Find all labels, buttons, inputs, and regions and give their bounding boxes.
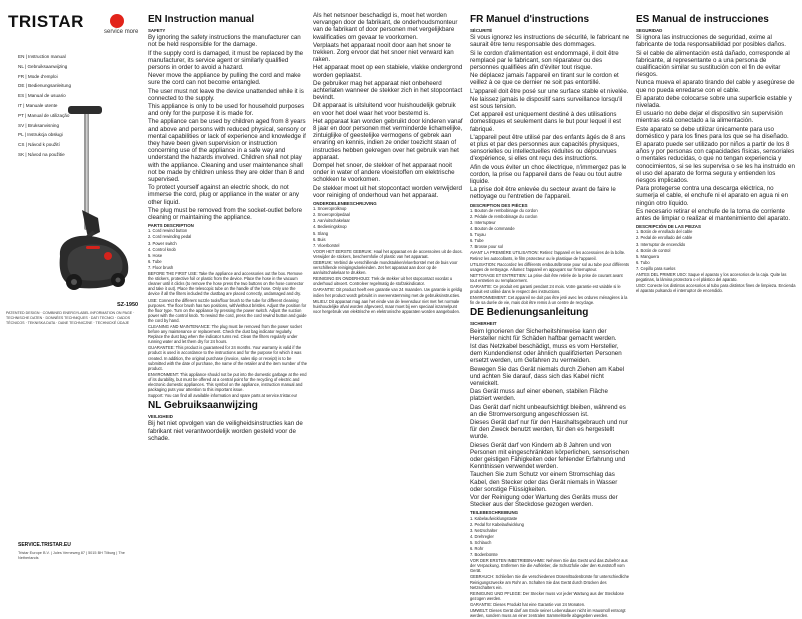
language-item[interactable]: IT | Manuale utente [18,102,58,108]
safety-paragraph: Si ignora las instrucciones de seguridad, exime al fabricante de toda responsabilidad por posibles daños. [636,34,786,49]
parts-item: 1. Cord rewind button [148,228,188,234]
section-title-es [636,14,796,25]
safety-paragraph: Ne laissez jamais le dispositif sans surveillance lorsqu'il est sous tension. [470,95,623,111]
section-code: DE [470,307,484,319]
language-item[interactable]: SK | Návod na použitie [18,151,65,157]
body-paragraph: REINIGUNG UND PFLEGE: Der Stecker muss vor jeder Wartung aus der Steckdose gezogen werden. [470,590,624,601]
safety-paragraph: El usuario no debe dejar el dispositivo sin supervisión mientras está conectado a la alimentación. [636,110,783,125]
safety-paragraph: The appliance can be used by children aged from 8 years and above and persons with reduced physical, sensory or mental capabilities or lack of experience and knowledge if they have been given supervision or instruction concerning use of the appliance in a safe way and understand the hazards involved. Children shall not play with the appliance. Cleaning and user maintenance shall not be made by children unless they are older than 8 and supervised. [148,118,306,184]
safety-paragraph: L'appareil doit être posé sur une surface stable et nivelée. [470,87,629,95]
body-paragraph: UTILISATION: Raccordez les différents embouts/brosse pour sol au tube pour différents usages de nettoyage. Allumez l'appareil en appuyant sur l'interrupteur. [470,261,630,272]
section-heading: Gebruiksaanwijzing [163,400,258,412]
body-paragraph: VOOR HET EERSTE GEBRUIK: Haal het apparaat en de accessoires uit de doos. Verwijder de stickers, beschermfolie of plastic van het apparaat. [313,248,463,259]
subsection-heading: SAFETY [148,28,166,33]
parts-item: 4. Bouton de commande [470,226,515,232]
safety-paragraph: Dieses Gerät darf nur für den Haushaltsgebrauch und nur für den Zweck benutzt werden, für den es hergestellt wurde. [470,419,628,441]
parts-item: 2. Pédale de rembobinage du cordon [470,213,538,219]
body-paragraph: GARANTIE: Ce produit est garanti pendant 24 mois. Votre garantie est valable si le produit est utilisé dans le respect des instructions. [470,283,621,295]
safety-paragraph: Das Gerät muss auf einer ebenen, stabilen Fläche platziert werden. [470,388,608,403]
parts-item: 4. Drehregler [470,533,494,539]
safety-paragraph: Vor der Reinigung oder Wartung des Geräts muss der Stecker aus der Steckdose gezogen werden. [470,494,618,509]
safety-paragraph: Si vous ignorez les instructions de sécurité, le fabricant ne saurait être tenu responsable des dommages. [470,34,630,49]
body-paragraph: MILIEU: Dit apparaat mag aan het einde van de levensduur niet met het normale huishoudelijke afval worden afgevoerd, maar moet bij een speciaal inzamelpunt voor hergebruik van elektrische en elektronische apparaten worden aangeboden. [313,298,461,314]
parts-item: 3. Interruptor de encendido [636,241,686,247]
column-fr-de [470,12,630,619]
safety-paragraph: Das Gerät darf nicht unbeaufsichtigt bleiben, während es an die Stromversorgung angeschlossen ist. [470,403,626,418]
parts-item: 3. Netzschalter [470,527,498,533]
safety-paragraph: Beim Ignorieren der Sicherheitshinweise kann der Hersteller nicht für Schäden haftbar gemacht werden. [470,327,617,342]
company-address: Tristar Europe B.V. | Jules Verneweg 87 | 5015 BH Tilburg | The Netherlands [18,551,125,560]
parts-item: 3. Interrupteur [470,219,496,225]
parts-item: 6. Tubo [636,259,650,265]
safety-paragraph: Ist das Netzkabel beschädigt, muss es vom Hersteller, dem Kundendienst oder ähnlich qualifizierten Personen ersetzt werden, um Gefahren zu vermeiden. [470,342,622,365]
subsection-heading: SÉCURITÉ [470,28,493,33]
subsection-heading: SEGURIDAD [636,28,663,33]
subsection-heading: SICHERHEIT [470,321,497,327]
safety-paragraph: El aparato puede ser utilizado por niños a partir de los 8 años y por personas con capacidades físicas, sensoriales o mentales reducidas, o que no tengan experiencia y conocimientos, si se les supervisa o se les ha instruido en el uso del aparato de forma segura y entienden los riesgos implicados. [636,141,795,185]
safety-paragraph: The user must not leave the device unattended while it is connected to the supply. [148,87,304,102]
parts-item: 7. Bodenbürste [470,552,498,558]
vacuum-cleaner-illustration [40,106,136,296]
section-title-nl [148,400,308,411]
subsection-heading: DESCRIPCIÓN DE LAS PIEZAS [636,224,701,230]
safety-paragraph: Never move the appliance by pulling the cord and make sure the cord can not become entangled. [148,72,301,87]
brand-logo [8,12,146,35]
parts-item: 3. Power switch [148,240,177,246]
safety-paragraph: L'appareil peut être utilisé par des enfants âgés de 8 ans et plus et par des personnes aux capacités physiques, sensorielles ou intellectuelles réduites ou dépourvues d'expérience, si elles ont reçu des instructions. [470,133,626,163]
language-item[interactable]: PT | Manual de utilização [18,112,70,118]
parts-item: 5. Schlauch [470,539,492,545]
parts-item: 7. Brosse pour sol [470,244,503,250]
section-title-en [148,14,308,25]
safety-paragraph: Nunca mueva el aparato tirando del cable y asegúrese de que no pueda enredarse con el cable. [636,79,795,94]
body-paragraph: ANTES DEL PRIMER USO: Saque el aparato y los accesorios de la caja. Quite las pegatinas, la lámina protectora o el plástico del aparato. [636,272,787,283]
subsection-heading: PARTS DESCRIPTION [148,223,194,229]
parts-item: 1. Bouton de rembobinage du cordon [470,207,538,213]
parts-item: 4. Botón de control [636,247,671,253]
brand-name: TRISTAR [8,12,84,31]
body-paragraph: Support: You can find all available information and spare parts at service.tristar.eu! [148,393,298,399]
parts-item: 6. Tube [148,258,162,264]
body-paragraph: USO: Conecte los distintos accesorios al tubo para distintos fines de limpieza. Encienda el aparato pulsando el interruptor de encendido. [636,283,796,294]
safety-paragraph: Het apparaat moet op een stabiele, vlakke ondergrond worden geplaatst. [313,64,463,79]
safety-paragraph: De stekker moet uit het stopcontact worden verwijderd voor reiniging of onderhoud van het apparaat. [313,184,462,199]
safety-paragraph: Si le cordon d'alimentation est endommagé, il doit être remplacé par le fabricant, son réparateur ou des personnes qualifiées afin d'éviter tout risque. [470,49,619,72]
body-paragraph: GEBRUIK: Verbind de verschillende mondstukken/vloerborstel met de buis voor verschillende reinigingsdoeleinden. Zet het apparaat aan door op de aan/uitschakelaar te drukken. [313,260,458,276]
service-website-link[interactable]: SERVICE.TRISTAR.EU [18,542,71,548]
safety-paragraph: To protect yourself against an electric shock, do not immerse the cord, plug or appliance in the water or any other liquid. [148,184,299,206]
parts-item: 6. Buis [313,236,326,242]
language-item[interactable]: EN | Instruction manual [18,54,66,59]
service-sub-label: more [124,29,139,35]
safety-paragraph: El aparato debe colocarse sobre una superficie estable y nivelada. [636,94,792,110]
language-item[interactable]: FR | Mode d'emploi [18,73,58,79]
parts-item: 7. Cepillo para suelos [636,265,676,271]
parts-item: 7. Vloerborstel [313,242,340,248]
section-title-fr [470,14,630,25]
safety-paragraph: Afin de vous éviter un choc électrique, n'immergez pas le cordon, la prise ou l'appareil dans de l'eau ou tout autre liquide. [470,163,627,186]
parts-item: 4. Bedieningsknop [313,224,347,230]
safety-paragraph: Verplaats het apparaat nooit door aan het snoer te trekken. Zorg ervoor dat het snoer niet verward kan raken. [313,41,454,64]
column-es [636,12,796,294]
safety-paragraph: Es necesario retirar el enchufe de la toma de corriente antes de limpiar o realizar el mantenimiento del aparato. [636,207,791,223]
body-paragraph: BEFORE THE FIRST USE: Take the appliance and accessories out the box. Remove the stickers, protective foil or plastic from the device. Place the hose in the vacuum cleaner until it clicks (to remove the hose press the two buttons on the hose connector and take it out). Place the telescopic tube on the handle of the hose. Only use the device if all the filters included the dustbag are placed correctly, undamaged and dry. [148,271,304,297]
safety-paragraph: Dieses Gerät darf von Kindern ab 8 Jahren und von Personen mit eingeschränkten körperlichen, sensorischen oder geistigen Fähigkeiten oder fehlender Erfahrung und Kenntnissen verwendet werden. [470,441,629,471]
body-paragraph: ENVIRONNEMENT: Cet appareil ne doit pas être jeté avec les ordures ménagères à la fin de sa durée de vie, mais doit être remis à un centre de recyclage. [470,295,628,306]
service-label: service [104,29,124,35]
parts-item: 1. Botón de enrollado del cable [636,229,693,235]
safety-paragraph: Bewegen Sie das Gerät niemals durch Ziehen am Kabel und achten Sie darauf, dass sich das Kabel nicht verwickelt. [470,365,625,387]
parts-item: 5. Tuyau [470,232,486,238]
section-heading: Manual de instrucciones [652,14,769,25]
safety-paragraph: De gebruiker mag het apparaat niet onbeheerd achterlaten wanneer de stekker zich in het stopcontact bevindt. [313,79,463,102]
body-paragraph: ENVIRONMENT: This appliance should not be put into the domestic garbage at the end of its durability, but must be offered at a central point for the recycling of electric and electronic domestic appliances. This symbol on the appliance, instruction manual and packaging puts your attention to this important issue. [148,371,307,393]
body-paragraph: GARANTIE: Dieses Produkt hat eine Garantie von 24 Monaten. [470,601,586,607]
safety-paragraph: Cet appareil est uniquement destiné à des utilisations domestiques et seulement dans le but pour lequel il est fabriqué. [470,111,621,133]
language-item[interactable]: CS | Návod k použití [18,142,60,148]
parts-item: 2. Pedal für Kabelaufwicklung [470,521,524,527]
service-logo [104,14,148,42]
section-heading: Manuel d'instructions [486,14,590,25]
body-paragraph: GEBRAUCH: Schließen Sie die verschiedenen Düsen/Bodenbürste für unterschiedliche Reinigungszwecke am Rohr an. Schalten Sie das Gerät durch Drücken des Netzschalters ein. [470,574,630,590]
subsection-heading: DESCRIPTION DES PIÈCES [470,202,528,208]
parts-item: 5. Slang [313,230,329,236]
column-en [148,12,308,443]
safety-paragraph: Este aparato se debe utilizar únicamente para uso doméstico y para los fines para los que se ha diseñado. [636,125,789,140]
safety-paragraph: Als het netsnoer beschadigd is, moet het worden vervangen door de fabrikant, de onderhoudsmonteur van de fabrikant of door personen met vergelijkbare kwalificaties om gevaar te voorkomen. [313,12,458,41]
parts-item: 5. Hose [148,252,163,258]
safety-paragraph: The plug must be removed from the socket-outlet before cleaning or maintaining the appliance. [148,206,303,222]
parts-item: 2. Snoeroprolpedaal [313,212,350,218]
body-paragraph: GUARANTEE: This product is guaranteed for 24 months. Your warranty is valid if the product is used in accordance to the instructions and for the purpose for which it was created. In addition, the original purchase (invoice, sales slip or receipt) is to be submitted with the date of purchase, the name of the retailer and the item number of the product. [148,345,308,371]
safety-paragraph: Het apparaat kan worden gebruikt door kinderen vanaf 8 jaar en door personen met verminderde lichamelijke, zintuiglijke of geestelijke vermogens of gebrek aan ervaring en kennis, indien ze onder toezicht staan of instructies hebben gekregen over het gebruik van het apparaat. [313,117,463,161]
body-paragraph: CLEANING AND MAINTENANCE: The plug must be removed from the power socket before any maintenance or replacement. Check the dust bag indicator regularly. Replace the dust bag when the indicator turns red. Clean the filters regularly under running water and let them dry for 24 hours. [148,323,302,345]
section-code: NL [148,400,162,412]
column-nl [313,12,463,315]
parts-item: 4. Control knob [148,246,176,252]
parts-item: 6. Tube [470,238,484,244]
language-item[interactable]: SV | Bruksanvisning [18,122,60,128]
safety-paragraph: This appliance is only to be used for household purposes and only for the purpose it is made for. [148,103,305,118]
safety-paragraph: If the supply cord is damaged, it must be replaced by the manufacturer, its service agent or similarly qualified persons in order to avoid a hazard. [148,49,304,72]
body-paragraph: NETTOYAGE ET ENTRETIEN: La prise doit être retirée de la prise de courant avant tout entretien ou remplacement. [470,272,623,283]
safety-paragraph: Tauchen Sie zum Schutz vor einem Stromschlag das Kabel, den Stecker oder das Gerät niemals in Wasser oder sonstige Flüssigkeiten. [470,471,618,493]
cover-panel [6,6,146,568]
section-code: ES [636,14,650,25]
language-item[interactable]: ES | Manual de usuario [18,93,66,99]
safety-paragraph: Para protegerse contra una descarga eléctrica, no sumerja el cable, el enchufe ni el aparato en agua ni en ningún otro líquido. [636,185,789,207]
subsection-heading: ONDERDELENBESCHRIJVING [313,201,377,207]
subsection-heading: TEILEBESCHREIBUNG [470,510,519,516]
body-paragraph: GARANTIE: Dit product heeft een garantie van 24 maanden. Uw garantie is geldig indien het product wordt gebruikt in overeenstemming met de gebruiksinstructies. [313,287,463,298]
language-item[interactable]: NL | Gebruiksaanwijzing [18,63,68,69]
parts-item: 5. Manguera [636,253,659,259]
section-code: EN [148,14,162,25]
safety-paragraph: Dit apparaat is uitsluitend voor huishoudelijk gebruik en voor het doel waar het voor bestemd is. [313,102,456,117]
parts-item: 7. Floor brush [148,264,174,270]
safety-paragraph: La prise doit être enlevée du secteur avant de faire le nettoyage ou l'entretien de l'appareil. [470,186,616,201]
body-paragraph: REINIGING EN ONDERHOUD: Trek de stekker uit het stopcontact voordat u onderhoud uitvoert. Controleer regelmatig de stofzakindicator. [313,276,453,287]
parts-item: 6. Rohr [470,546,484,551]
safety-paragraph: Bij het niet opvolgen van de veiligheidsinstructies kan de fabrikant niet verantwoordelijk worden gesteld voor de schade. [148,420,303,442]
safety-paragraph: Dompel het snoer, de stekker of het apparaat nooit onder in water of andere vloeistoffen om elektrische schokken te voorkomen. [313,162,455,184]
service-circle-icon [110,14,124,28]
parts-item: 1. Kabelaufwicklungstaste [470,515,518,521]
section-heading: Bedienungsanleitung [486,307,589,319]
body-paragraph: AVANT LA PREMIÈRE UTILISATION: Retirez l'appareil et les accessoires de la boîte. Retirez les autocollants, le film protecteur ou le plastique de l'appareil. [470,250,626,261]
language-item[interactable]: DE | Bedienungsanleitung [18,83,72,89]
section-title-de [470,307,630,318]
parts-item: 2. Cord rewinding pedal [148,234,192,240]
safety-paragraph: Si el cable de alimentación está dañado, corresponde al fabricante, al representante o a una persona de cualificación similar su sustitución con el fin de evitar riesgos. [636,49,790,79]
section-heading: Instruction manual [164,14,255,25]
parts-item: 3. Aan/uitschakelaar [313,218,350,224]
body-paragraph: UMWELT: Dieses Gerät darf am Ende seiner Lebensdauer nicht im Hausmüll entsorgt werden, sondern muss an einer zentralen Sammelstelle abgegeben werden. [470,608,626,619]
parts-item: 1. Snoeroprolknop [313,206,347,212]
subsection-heading: VEILIGHEID [148,414,173,420]
body-paragraph: USE: Connect the different nozzle tools/floor brush to the tube for different cleaning purposes. The floor brush has two positions, with/without bristles. Adjust the position for the floor type. Turn on the appliance by pressing the power switch. Adjust the suction power with the control knob. To rewind the cord, press the cord rewind button and guide the cord by hand. [148,297,307,323]
section-code: FR [470,14,484,25]
safety-paragraph: By ignoring the safety instructions the manufacturer can not be held responsible for the damage. [148,34,301,49]
language-item[interactable]: PL | Instrukcja obsługi [18,132,63,138]
model-number: SZ-1950 [117,302,139,308]
body-paragraph: VOR DER ERSTEN INBETRIEBNAHME: Nehmen Sie das Gerät und das Zubehör aus der Verpackung. Entfernen Sie die Aufkleber, die Schutzfolie oder den Kunststoff vom Gerät. [470,558,628,574]
parts-item: 2. Pedal de enrollado del cable [636,235,693,241]
safety-paragraph: Ne déplacez jamais l'appareil en tirant sur le cordon et veillez à ce que ce dernier ne soit pas entortillé. [470,72,619,87]
cover-technical-note: PATENTED DESIGN · COMBINED ENERGYLABEL INFORMATION ON PAGE · TECHNISCHE DATEN · DONNÉES TECHNIQUES · DATI TECNICI · DADOS TÉCNICOS · TEKNISKA DATA · DANE TECHNICZNE · TECHNICKÉ ÚDAJE [6,311,135,325]
